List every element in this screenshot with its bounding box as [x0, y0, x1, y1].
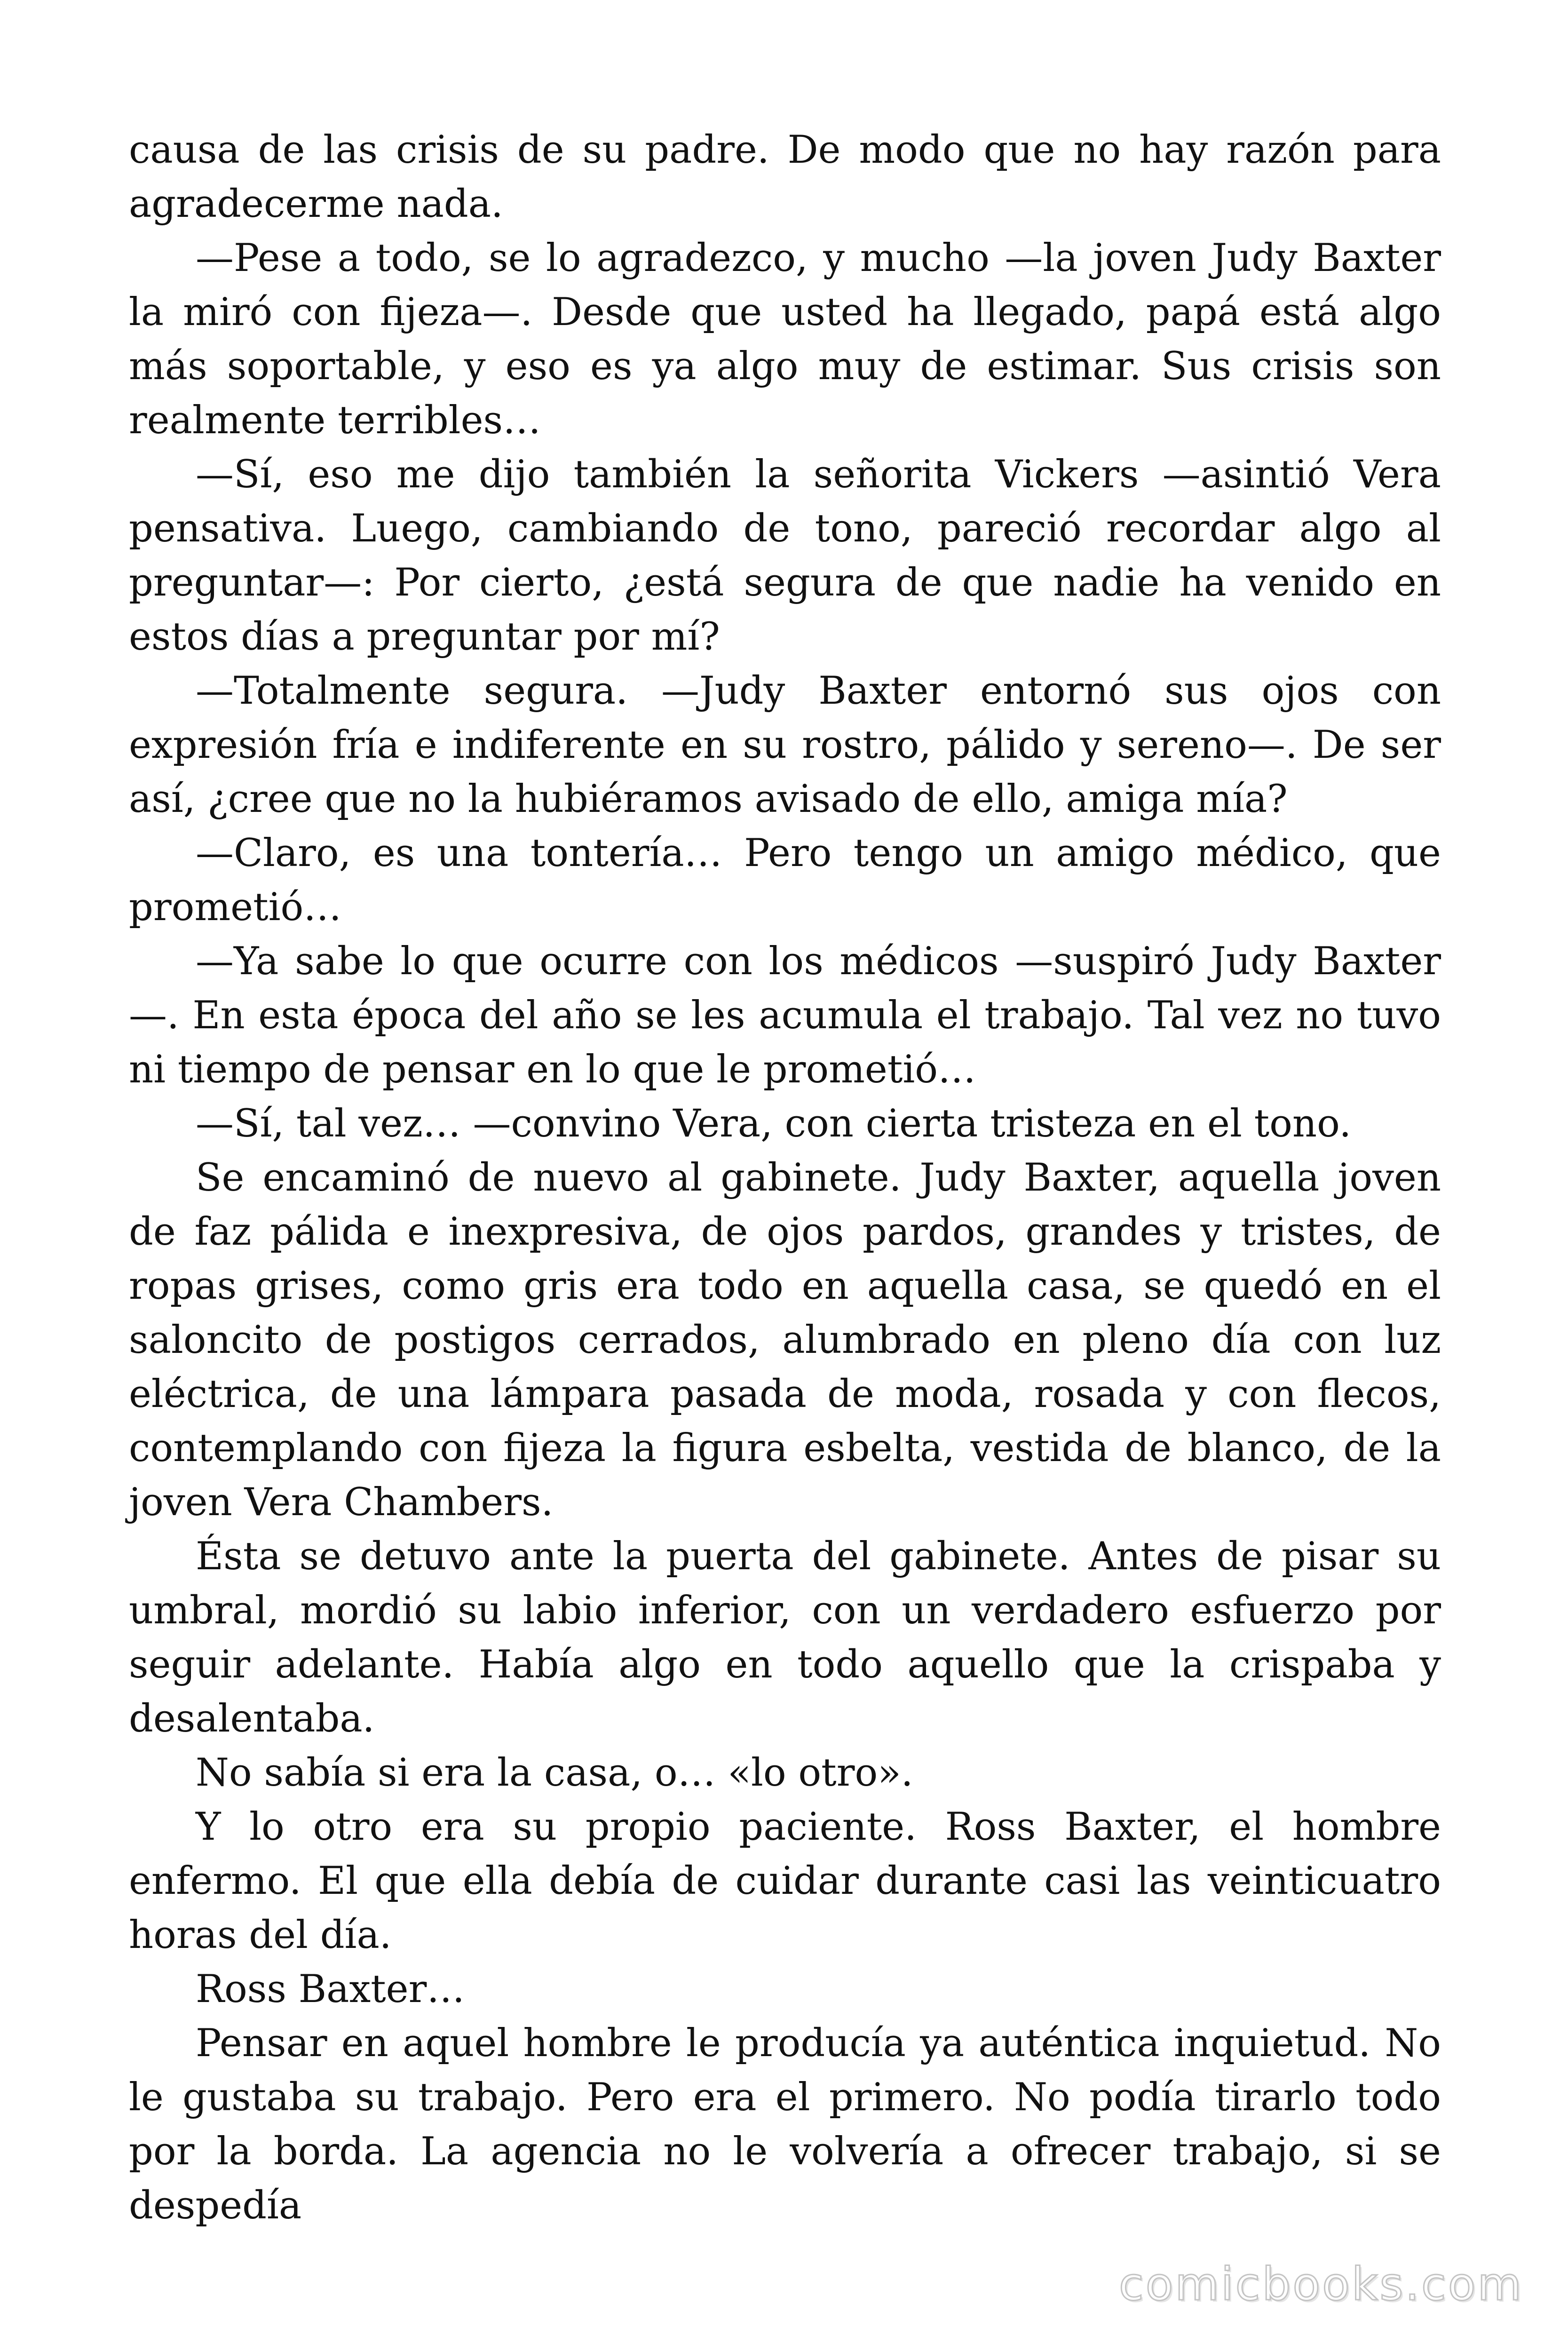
body-text — [129, 123, 1441, 2233]
paragraph-3: —Sí, eso me dijo también la señorita Vickers —asintió Vera pensativa. Luego, cambiando de tono, pareció recordar algo al preguntar—: Por cierto, ¿está segura de que nadie ha venido en estos días a preguntar por mí? — [129, 453, 1441, 659]
paragraph-6: —Ya sabe lo que ocurre con los médicos —suspiró Judy Baxter —. En esta época del año se les acumula el trabajo. Tal vez no tuvo ni tiempo de pensar en lo que le prometió… — [129, 939, 1441, 1092]
paragraph-7: —Sí, tal vez… —convino Vera, con cierta tristeza en el tono. — [196, 1102, 1352, 1146]
watermark: comicbooks.com — [1118, 2258, 1523, 2311]
paragraph-13: Pensar en aquel hombre le producía ya auténtica inquietud. No le gustaba su trabajo. Pero era el primero. No podía tirarlo todo por la borda. La agencia no le volvería a ofrecer trabajo, si se despedía — [129, 2021, 1441, 2228]
paragraph-10: No sabía si era la casa, o… «lo otro». — [196, 1751, 913, 1795]
paragraph-2: —Pese a todo, se lo agradezco, y mucho —la joven Judy Baxter la miró con fijeza—. Desde que usted ha llegado, papá está algo más soportable, y eso es ya algo muy de estimar. Sus crisis son realmente terribles… — [129, 236, 1441, 443]
paragraph-5: —Claro, es una tontería… Pero tengo un amigo médico, que prometió… — [129, 831, 1441, 930]
paragraph-12: Ross Baxter… — [196, 1967, 465, 2011]
paragraph-8: Se encaminó de nuevo al gabinete. Judy Baxter, aquella joven de faz pálida e inexpresiva, de ojos pardos, grandes y tristes, de ropas grises, como gris era todo en aquella casa, se quedó en el saloncito de postigos cerrados, alumbrado en pleno día con luz eléctrica, de una lámpara pasada de moda, rosada y con flecos, contemplando con fijeza la figura esbelta, vestida de blanco, de la joven Vera Chambers. — [129, 1156, 1441, 1525]
paragraph-4: —Totalmente segura. —Judy Baxter entornó sus ojos con expresión fría e indiferente en su rostro, pálido y sereno—. De ser así, ¿cree que no la hubiéramos avisado de ello, amiga mía? — [129, 669, 1441, 821]
paragraph-9: Ésta se detuvo ante la puerta del gabinete. Antes de pisar su umbral, mordió su labio inferior, con un verdadero esfuerzo por seguir adelante. Había algo en todo aquello que la crispaba y desalentaba. — [129, 1534, 1441, 1741]
paragraph-11: Y lo otro era su propio paciente. Ross Baxter, el hombre enfermo. El que ella debía de cuidar durante casi las veinticuatro horas del día. — [129, 1805, 1441, 1957]
paragraph-1: causa de las crisis de su padre. De modo que no hay razón para agradecerme nada. — [129, 128, 1441, 226]
